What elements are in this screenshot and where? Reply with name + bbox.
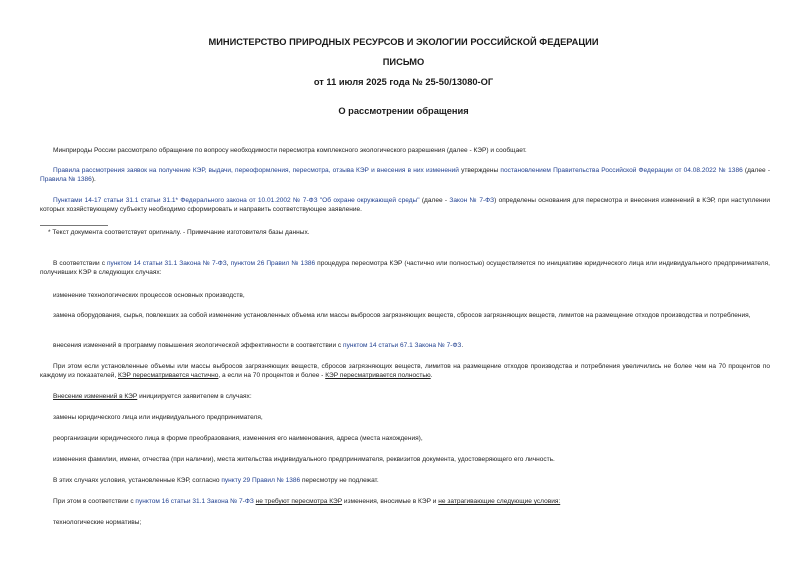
link-point-14[interactable]: пунктом 14 статьи 31.1 Закона № 7-ФЗ: [107, 260, 227, 267]
paragraph-not-reviewed: В этих случаях условия, установленные КЭР, согласно пункту 29 Правил № 1386 пересмотру не подлежат.: [53, 477, 379, 484]
link-government-decree[interactable]: постановлением Правительства Российской Федерации от 04.08.2022 № 1386: [500, 167, 743, 174]
document-type: ПИСЬМО: [382, 57, 425, 67]
link-rules-1386[interactable]: Правила № 1386: [40, 176, 92, 184]
paragraph-rules: Правила рассмотрения заявок на получение КЭР, выдачи, переоформления, пересмотра, отзыва КЭР и внесения в них изменений утверждены постановлением Правительства Российской Федерации от 04.08.2022 № 1386 (далее - Правила № 1386).: [40, 167, 771, 184]
list-item: реорганизации юридического лица в форме преобразования, изменения его наименования, адреса (места нахождения),: [53, 435, 423, 442]
list-item: изменения фамилии, имени, отчества (при наличии), места жительства индивидуального предпринимателя, реквизитов документа, удостоверяющего его личность.: [53, 456, 555, 463]
document-subject: О рассмотрении обращения: [338, 106, 469, 116]
list-item: изменение технологических процессов основных производств,: [53, 292, 245, 299]
list-item: замена оборудования, сырья, повлекших за собой изменение установленных объема или массы выбросов загрязняющих веществ, сбросов загрязняющих веществ, лимитов на размещение отходов производства и потребления,: [53, 312, 751, 319]
link-law-articles[interactable]: Пунктами 14-17 статьи 31.1 статьи 31.1* Федерального закона от 10.01.2002 № 7-ФЗ "Об охране окружающей среды": [53, 197, 420, 204]
link-point-14-article-67[interactable]: пунктом 14 статьи 67.1 Закона № 7-ФЗ: [343, 342, 462, 349]
paragraph-law: Пунктами 14-17 статьи 31.1 статьи 31.1* Федерального закона от 10.01.2002 № 7-ФЗ "Об охране окружающей среды" (далее - Закон № 7-ФЗ) определены основания для пересмотра и внесения изменений в КЭР, при наступлении которых хозяйствующему субъекту необходимо сформировать и направить соответствующее заявление.: [40, 197, 770, 214]
paragraph-intro: Минприроды России рассмотрело обращение по вопросу необходимости пересмотра комплексного экологического разрешения (далее - КЭР) и сообщает.: [53, 147, 527, 154]
link-point-29[interactable]: пункту 29 Правил № 1386: [221, 477, 301, 484]
link-rules[interactable]: Правила рассмотрения заявок на получение КЭР, выдачи, переоформления, пересмотра, отзыва КЭР и внесения в них изменений: [53, 167, 459, 174]
paragraph-review-cases: В соответствии с пунктом 14 статьи 31.1 Закона № 7-ФЗ, пунктом 26 Правил № 1386 процедура пересмотра КЭР (частично или полностью) осуществляется по инициативе юридического лица или индивидуального предпринимателя, получивших КЭР в следующих случаях:: [40, 260, 770, 277]
paragraph-no-review-required: При этом в соответствии с пунктом 16 статьи 31.1 Закона № 7-ФЗ не требуют пересмотра КЭР изменения, вносимые в КЭР и не затрагивающие следующие условия:: [53, 498, 561, 505]
paragraph-thresholds: При этом если установленные объемы или массы выбросов загрязняющих веществ, сбросов загрязняющих веществ, лимитов на размещение отходов производства и потребления увеличились не более чем на 70 процентов по каждому из показателей, КЭР пересматривается частично, а если на 70 процентов и более - КЭР пересматривается полностью.: [40, 363, 770, 380]
link-point-26[interactable]: пунктом 26 Правил № 1386: [230, 260, 316, 267]
link-point-16[interactable]: пунктом 16 статьи 31.1 Закона № 7-ФЗ: [135, 498, 254, 505]
link-law-7fz[interactable]: Закон № 7-ФЗ: [449, 197, 495, 204]
list-item: замены юридического лица или индивидуального предпринимателя,: [53, 414, 263, 421]
list-item: внесения изменений в программу повышения экологической эффективности в соответствии с пунктом 14 статьи 67.1 Закона № 7-ФЗ.: [53, 342, 464, 349]
ministry-heading: МИНИСТЕРСТВО ПРИРОДНЫХ РЕСУРСОВ И ЭКОЛОГИИ РОССИЙСКОЙ ФЕДЕРАЦИИ: [208, 37, 599, 47]
footnote: * Текст документа соответствует оригиналу. - Примечание изготовителя базы данных.: [48, 229, 310, 236]
document-date-number: от 11 июля 2025 года № 25-50/13080-ОГ: [313, 77, 494, 87]
list-item: технологические нормативы;: [53, 519, 142, 526]
footnote-divider: [40, 225, 108, 226]
paragraph-changes: Внесение изменений в КЭР инициируется заявителем в случаях:: [53, 393, 252, 400]
